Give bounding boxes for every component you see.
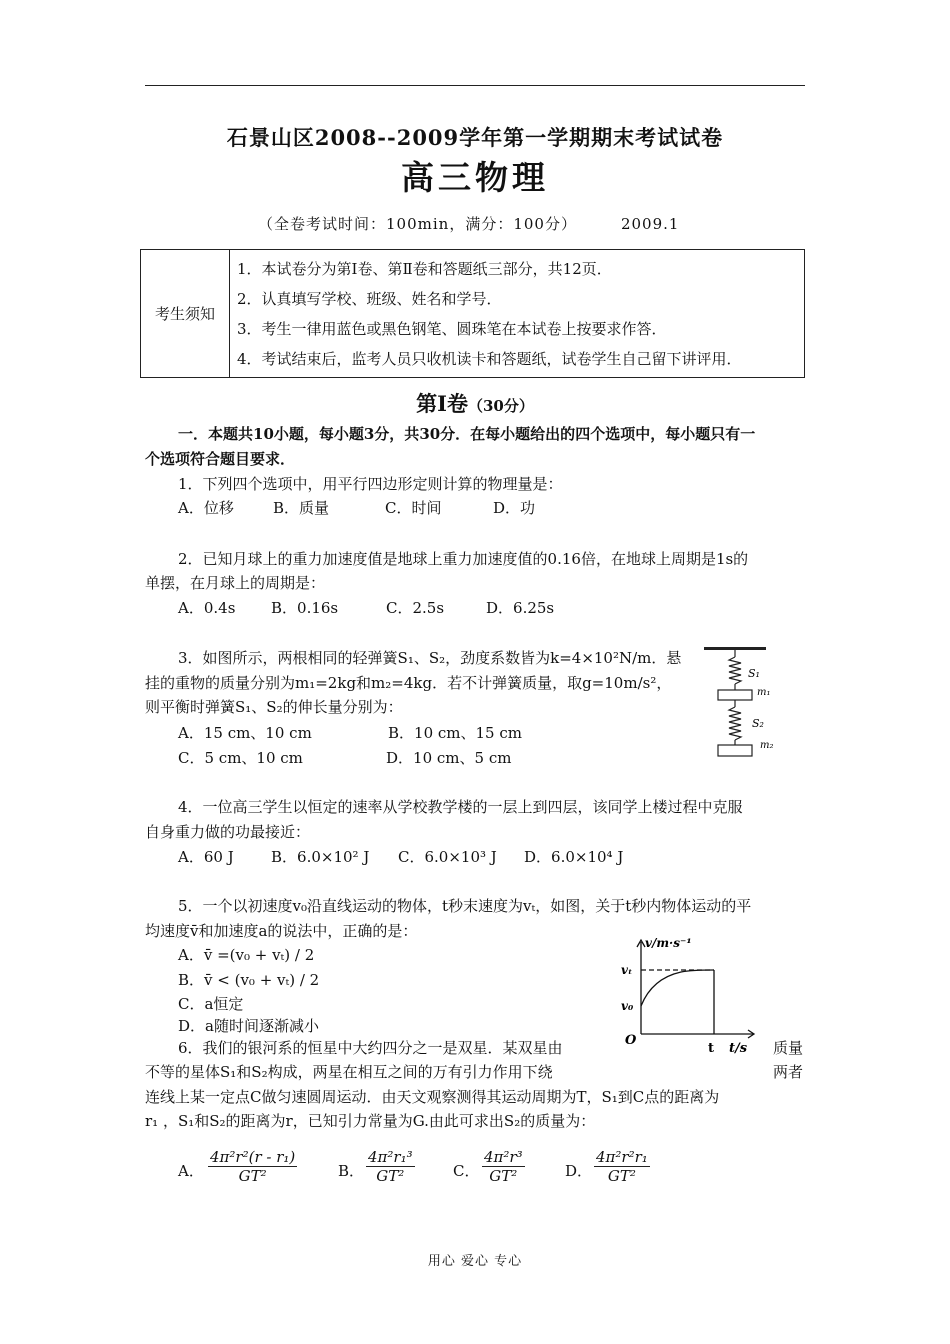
q1-option: A．位移	[178, 499, 234, 517]
q6-option-letter: C．	[453, 1162, 480, 1180]
q6-option-letter: D．	[565, 1162, 593, 1180]
q1-option: C．时间	[385, 499, 442, 517]
fraction-denominator: GT²	[489, 1167, 518, 1185]
section-title	[0, 388, 950, 418]
q4-stem: 4．一位高三学生以恒定的速率从学校教学楼的一层上到四层，该同学上楼过程中克服	[178, 798, 743, 816]
t-label: t	[708, 1041, 715, 1056]
mass-m1	[718, 690, 752, 700]
q4-option: C．6.0×10³ J	[398, 848, 497, 866]
q2-stem: 2．已知月球上的重力加速度值是地球上重力加速度值的0.16倍，在地球上周期是1s的	[178, 550, 749, 568]
y-axis-label: v/m·s⁻¹	[645, 936, 692, 950]
notice-items	[230, 250, 805, 378]
q6-option-letter: B．	[338, 1162, 365, 1180]
q6-option-fraction	[594, 1148, 650, 1185]
subject-title: 高三物理	[401, 158, 549, 197]
spring-figure	[700, 645, 790, 765]
v0-label: v₀	[621, 999, 634, 1013]
spring-s2	[729, 707, 741, 740]
q1-option: D．功	[493, 499, 536, 517]
q6-option-fraction	[366, 1148, 415, 1185]
instruction-line: 一．本题共10小题，每小题3分，共30分．在每小题给出的四个选项中，每小题只有一	[178, 425, 756, 443]
q2-option: B．0.16s	[271, 599, 339, 617]
label-s1: S₁	[748, 667, 760, 680]
q5-option: D．a随时间逐渐减小	[178, 1017, 319, 1035]
notice-label: 考生须知	[141, 250, 230, 378]
q4-stem: 自身重力做的功最接近：	[145, 823, 311, 841]
mass-m2	[718, 745, 752, 756]
notice-item: 1．本试卷分为第Ⅰ卷、第Ⅱ卷和答题纸三部分，共12页．	[237, 259, 612, 278]
exam-duration: （全卷考试时间：100min，满分：100分）	[258, 215, 577, 233]
q3-stem: 挂的重物的质量分别为m₁=2kg和m₂=4kg．若不计弹簧质量，取g=10m/s²，	[145, 674, 672, 692]
notice-item: 2．认真填写学校、班级、姓名和学号．	[237, 289, 502, 308]
q1-stem: 1．下列四个选项中，用平行四边形定则计算的物理量是：	[178, 475, 563, 493]
label-m2: m₂	[760, 740, 774, 751]
q3-stem: 3．如图所示，两根相同的轻弹簧S₁、S₂，劲度系数皆为k=4×10²N/m．悬	[178, 649, 682, 667]
q6-stem: 质量	[773, 1039, 804, 1057]
label-s2: S₂	[752, 717, 764, 730]
q5-option: B．v̄ < (v₀ + vₜ) / 2	[178, 971, 320, 989]
section-score: （30分）	[467, 397, 534, 415]
q6-stem: 不等的星体S₁和S₂构成，两星在相互之间的万有引力作用下绕	[145, 1063, 553, 1081]
q3-option: B．10 cm、15 cm	[388, 724, 522, 742]
instruction-line: 个选项符合题目要求．	[145, 450, 296, 468]
q6-option-fraction	[208, 1148, 297, 1185]
fraction-numerator: 4π²r³	[484, 1148, 523, 1166]
exam-date: 2009.1	[620, 215, 680, 233]
q4-option: B．6.0×10² J	[271, 848, 370, 866]
notice-item: 4．考试结束后，监考人员只收机读卡和答题纸，试卷学生自己留下讲评用．	[237, 349, 742, 368]
exam-title: 石景山区2008--2009学年第一学期期末考试试卷	[226, 125, 724, 150]
q5-stem: 均速度v̄和加速度a的说法中，正确的是：	[145, 922, 418, 940]
q6-stem: 6．我们的银河系的恒星中大约四分之一是双星．某双星由	[178, 1039, 563, 1057]
page-footer: 用心 爱心 专心	[427, 1254, 523, 1269]
ceiling	[704, 647, 766, 650]
notice-item: 3．考生一律用蓝色或黑色钢笔、圆珠笔在本试卷上按要求作答．	[237, 319, 667, 338]
fraction-denominator: GT²	[376, 1167, 405, 1185]
fraction-numerator: 4π²r²(r - r₁)	[210, 1148, 296, 1166]
fraction-numerator: 4π²r₁³	[368, 1148, 413, 1166]
q2-option: A．0.4s	[178, 599, 236, 617]
q6-stem: 两者	[773, 1063, 804, 1081]
q2-option: D．6.25s	[486, 599, 555, 617]
q5-stem: 5．一个以初速度v₀沿直线运动的物体，t秒末速度为vₜ，如图，关于t秒内物体运动的平	[178, 897, 752, 915]
q1-option: B．质量	[273, 499, 330, 517]
header-rule	[145, 85, 805, 86]
q4-option: A．60 J	[178, 848, 234, 866]
fraction-denominator: GT²	[238, 1167, 267, 1185]
fraction-numerator: 4π²r²r₁	[596, 1148, 648, 1166]
section-name: 第Ⅰ卷	[416, 391, 468, 416]
q2-stem: 单摆，在月球上的周期是：	[145, 574, 326, 592]
vt-label: vₜ	[621, 963, 633, 977]
q4-option: D．6.0×10⁴ J	[524, 848, 624, 866]
fraction-denominator: GT²	[607, 1167, 636, 1185]
label-m1: m₁	[757, 687, 771, 698]
notice-table	[140, 249, 805, 378]
velocity-graph	[615, 930, 765, 1062]
exam-info	[258, 213, 679, 234]
q6-stem: 连线上某一定点C做匀速圆周运动．由天文观察测得其运动周期为T，S₁到C点的距离为	[145, 1088, 720, 1106]
velocity-curve	[641, 970, 714, 1006]
q6-option-fraction	[482, 1148, 525, 1185]
spring-s1	[729, 657, 741, 684]
x-axis-label: t/s	[729, 1041, 748, 1056]
q3-option: D．10 cm、5 cm	[386, 749, 512, 767]
q3-option: A．15 cm、10 cm	[178, 724, 312, 742]
q3-stem: 则平衡时弹簧S₁、S₂的伸长量分别为：	[145, 698, 403, 716]
q5-option: C．a恒定	[178, 995, 244, 1013]
q3-option: C．5 cm、10 cm	[178, 749, 303, 767]
origin-label: O	[625, 1033, 637, 1048]
q6-option-letter: A．	[178, 1162, 204, 1180]
q5-option: A．v̄ =(v₀ + vₜ) / 2	[178, 946, 315, 964]
q2-option: C．2.5s	[386, 599, 445, 617]
q6-stem: r₁ ，S₁和S₂的距离为r，已知引力常量为G.由此可求出S₂的质量为：	[145, 1112, 596, 1130]
